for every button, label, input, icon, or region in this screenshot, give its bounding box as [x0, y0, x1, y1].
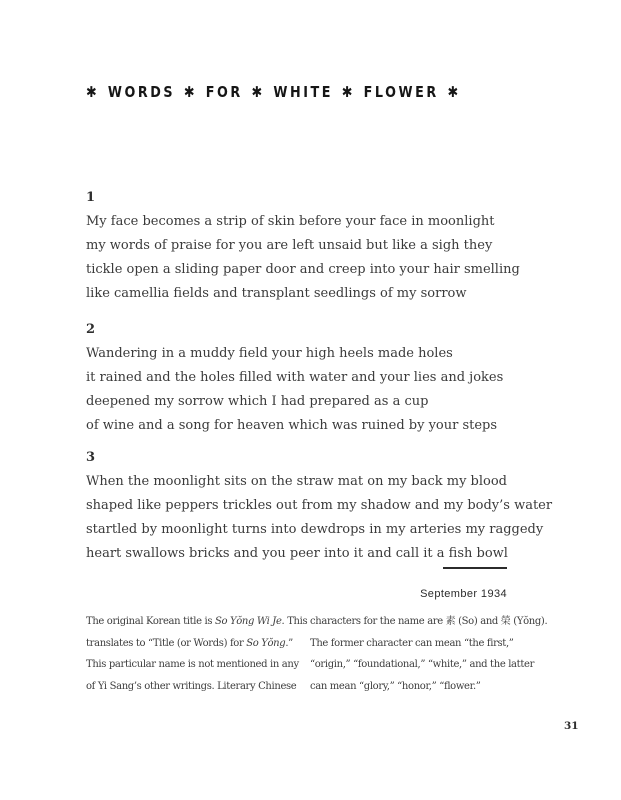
stanza-1 [86, 186, 520, 306]
footnote-line: The former character can mean “the first,” [310, 637, 514, 649]
stanza-1-number: 1 [86, 190, 96, 205]
poem-date: September 1934 [420, 588, 507, 600]
page-number: 31 [564, 720, 579, 732]
poem-line: Wandering in a muddy field your high heels made holes [86, 346, 453, 361]
footnote-line: can mean “glory,” “honor,” “flower.” [310, 681, 481, 693]
footnote-line: This particular name is not mentioned in any [86, 659, 299, 671]
poem-line: shaped like peppers trickles out from my shadow and my body’s water [86, 498, 553, 513]
poem-line: When the moonlight sits on the straw mat on my back my blood [86, 474, 507, 489]
poem-line: startled by moonlight turns into dewdrops in my arteries my raggedy [86, 522, 544, 537]
stanza-2-number: 2 [86, 322, 96, 337]
poem-line: tickle open a sliding paper door and creep into your hair smelling [86, 262, 520, 277]
dateline-rule [443, 567, 507, 569]
poem-title: ✱ WORDS ✱ FOR ✱ WHITE ✱ FLOWER ✱ [86, 83, 461, 101]
poem-line: it rained and the holes filled with water and your lies and jokes [86, 370, 504, 385]
footnote-right-column [310, 611, 547, 698]
poem-dateline [420, 567, 507, 600]
footnote-line: characters for the name are 素 (So) and 榮 (Yŏng). [310, 616, 548, 627]
poem-line: deepened my sorrow which I had prepared as a cup [86, 394, 429, 409]
stanza-3 [86, 446, 552, 566]
poem-line: My face becomes a strip of skin before your face in moonlight [86, 214, 495, 229]
footnote-line: The original Korean title is So Yŏng Wi Je. This [86, 616, 308, 627]
poem-line: like camellia fields and transplant seedlings of my sorrow [86, 286, 467, 301]
footnote-left-column [86, 611, 307, 698]
poem-line: heart swallows bricks and you peer into it and call it a fish bowl [86, 546, 508, 561]
footnote-line: translates to “Title (or Words) for So Yŏng.” [86, 637, 293, 649]
poem-line: of wine and a song for heaven which was ruined by your steps [86, 418, 498, 433]
footnote-line: “origin,” “foundational,” “white,” and the latter [310, 659, 535, 671]
stanza-2 [86, 318, 503, 438]
stanza-3-number: 3 [86, 450, 96, 465]
poem-line: my words of praise for you are left unsaid but like a sigh they [86, 238, 493, 253]
footnote-line: of Yi Sang’s other writings. Literary Chinese [86, 681, 297, 693]
